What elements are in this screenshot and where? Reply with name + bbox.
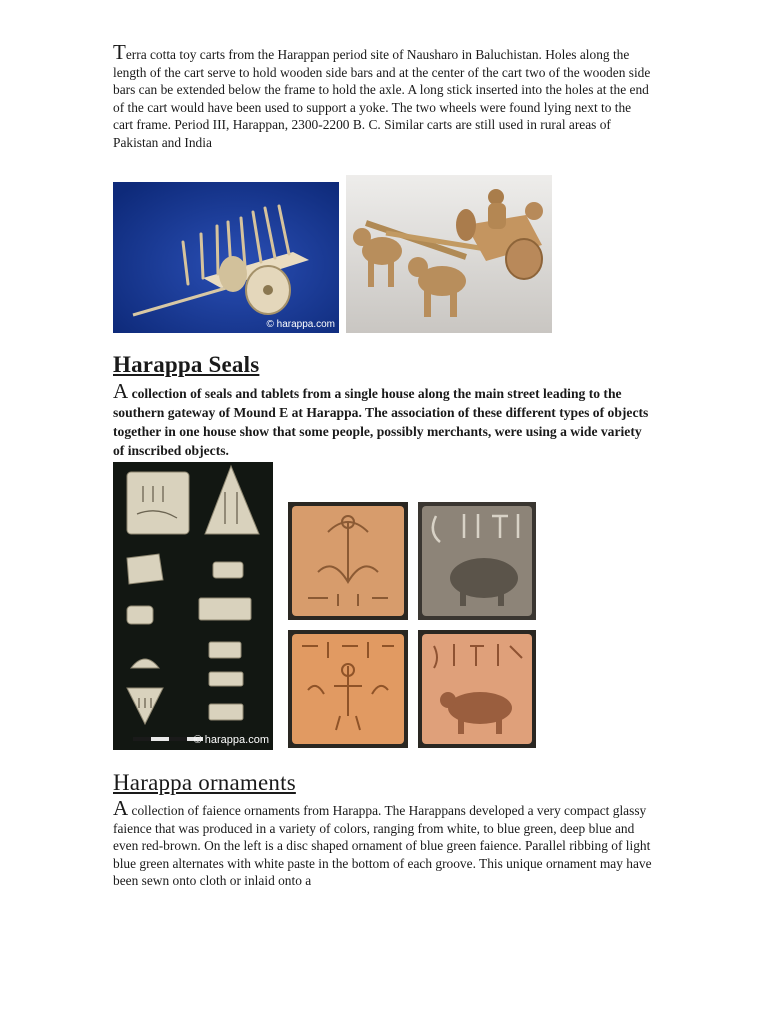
cart-photo-credit: © harappa.com: [266, 319, 335, 330]
seals-paragraph: [113, 379, 653, 460]
ornaments-paragraph: [113, 796, 653, 890]
seal-photo-4: [418, 630, 536, 748]
ornaments-text: collection of faience ornaments from Harappa. The Harappans developed a very compact glassy faience that was produced in a variety of colors, ranging from white, to blue green, deep blue and even red-brown. On the left is a disc shaped ornament of blue green faience. Parallel ribbing of light blue green alternates with white paste in the bottom of each groove. This unique ornament may have been sewn onto cloth or inlaid onto a: [113, 803, 652, 889]
cart-paragraph: [113, 40, 653, 152]
ox-cart-photo: [346, 175, 552, 333]
document-page: [113, 40, 653, 152]
seal-photo-2: [418, 502, 536, 620]
seals-section: [113, 352, 653, 460]
seals-photo-credit: © harappa.com: [193, 734, 269, 746]
cart-dropcap: T: [113, 40, 126, 64]
ornaments-heading: Harappa ornaments: [113, 770, 296, 795]
cart-text: erra cotta toy carts from the Harappan period site of Nausharo in Baluchistan. Holes along the length of the cart serve to hold wooden side bars and at the center of the cart two of the wooden side bars can be extended below the frame to hold the axle. A long stick inserted into the holes at the end of the cart would have been used to support a yoke. The two wheels were found lying next to the cart frame. Period III, Harappan, 2300-2200 B. C. Similar carts are still used in rural areas of Pakistan and India: [113, 47, 651, 150]
seals-text: collection of seals and tablets from a single house along the main street leading to the southern gateway of Mound E at Harappa. The association of these different types of objects together in one house show that some people, possibly merchants, were using a wide variety of inscribed objects.: [113, 386, 649, 458]
cart-photo-blue: [113, 182, 339, 333]
seal-photo-3: [288, 630, 408, 748]
seals-collection-photo: [113, 462, 273, 750]
seal-photo-1: [288, 502, 408, 620]
seals-heading: Harappa Seals: [113, 352, 260, 377]
seals-dropcap: A: [113, 379, 129, 403]
ornaments-dropcap: A: [113, 796, 129, 820]
ornaments-section: [113, 770, 653, 890]
